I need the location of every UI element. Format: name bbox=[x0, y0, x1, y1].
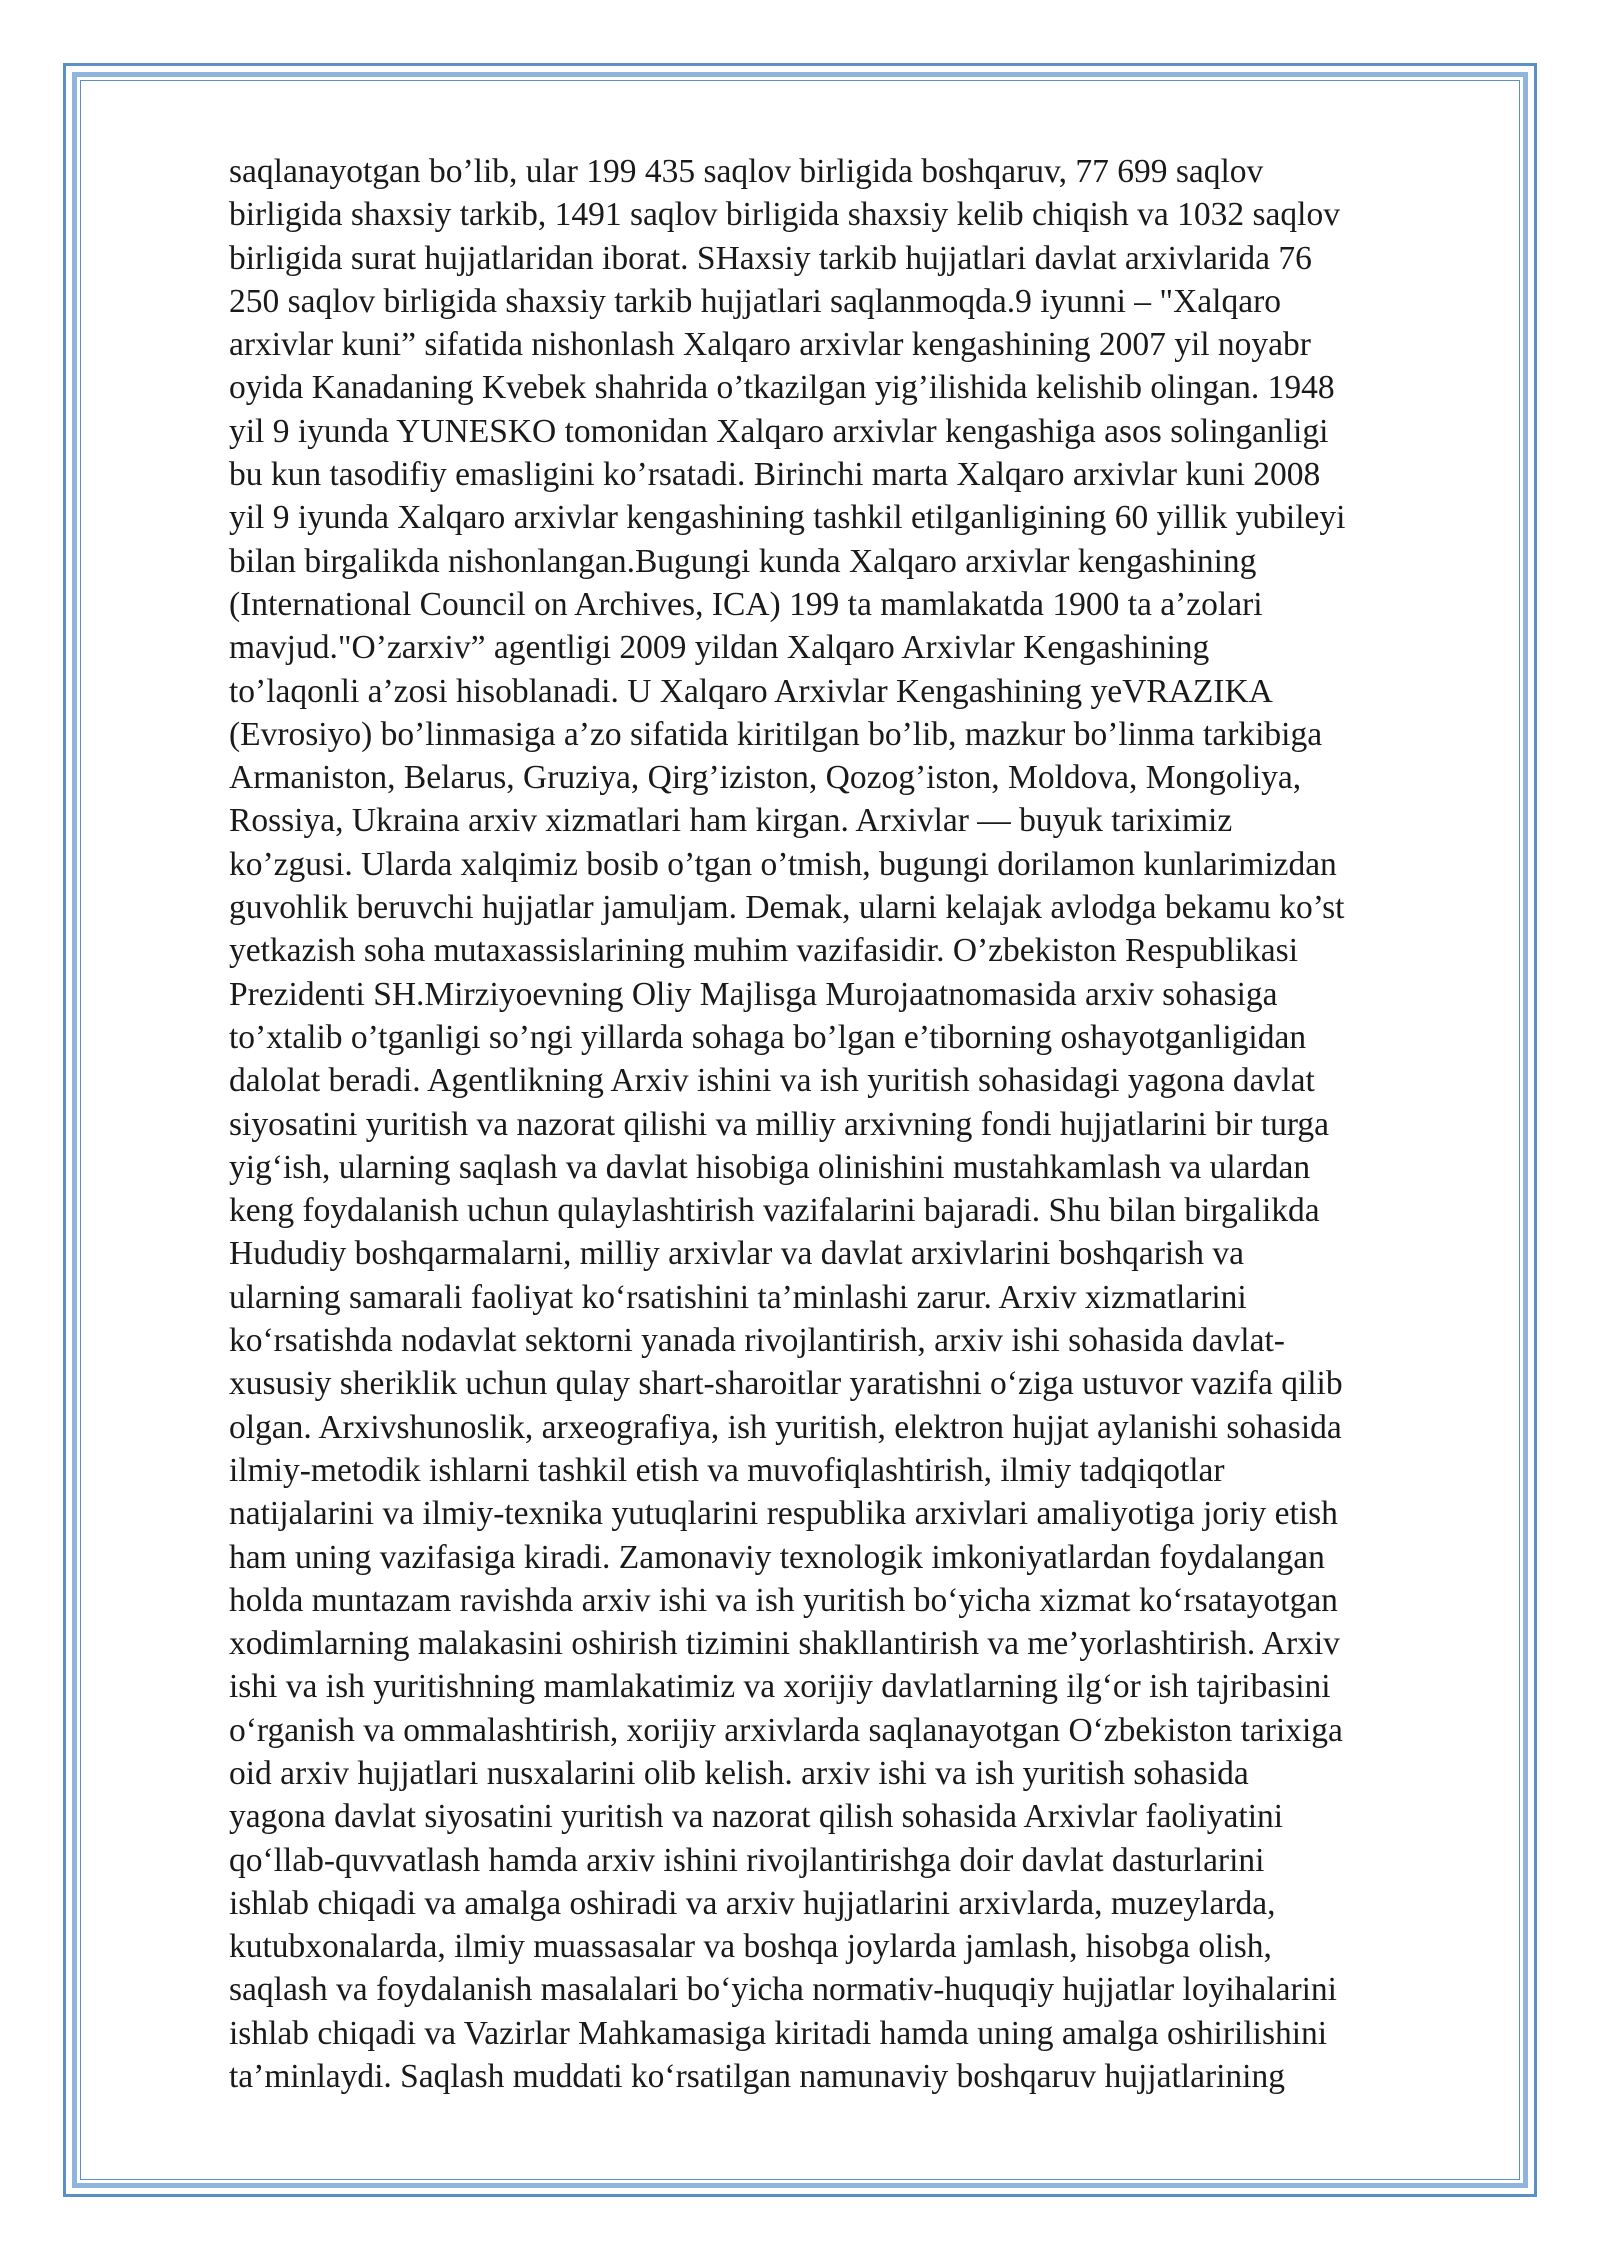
text-line: arxivlar kuni” sifatida nishonlash Xalqaro arxivlar kengashining 2007 yil noyabr bbox=[229, 326, 1311, 364]
text-line: xodimlarning malakasini oshirish tizimini shakllantirish va me’yorlashtirish. Arxiv bbox=[229, 1625, 1340, 1663]
text-line: bilan birgalikda nishonlangan.Bugungi kunda Xalqaro arxivlar kengashining bbox=[229, 542, 1257, 580]
text-line: qo‘llab-quvvatlash hamda arxiv ishini rivojlantirishga doir davlat dasturlarini bbox=[229, 1841, 1265, 1879]
text-line: natijalarini va ilmiy-texnika yutuqlarini respublika arxivlari amaliyotiga joriy etish bbox=[229, 1495, 1338, 1533]
text-line: siyosatini yuritish va nazorat qilishi va milliy arxivning fondi hujjatlarini bir turga bbox=[229, 1105, 1330, 1143]
text-line: olgan. Arxivshunoslik, arxeografiya, ish yuritish, elektron hujjat aylanishi sohasida bbox=[229, 1408, 1342, 1446]
text-line: kutubxonalarda, ilmiy muassasalar va boshqa joylarda jamlash, hisobga olish, bbox=[229, 1928, 1272, 1966]
text-line: Armaniston, Belarus, Gruziya, Qirg’iziston, Qozog’iston, Moldova, Mongoliya, bbox=[229, 759, 1302, 797]
text-line: yetkazish soha mutaxassislarining muhim vazifasidir. O’zbekiston Respublikasi bbox=[229, 932, 1299, 970]
text-line: (International Council on Archives, ICA) 199 ta mamlakatda 1900 ta a’zolari bbox=[229, 585, 1263, 623]
text-line: bu kun tasodifiy emasligini ko’rsatadi. Birinchi marta Xalqaro arxivlar kuni 2008 bbox=[229, 456, 1321, 494]
text-line: xususiy sheriklik uchun qulay shart-sharoitlar yaratishni o‘ziga ustuvor vazifa qilib bbox=[229, 1365, 1343, 1403]
text-line: yig‘ish, ularning saqlash va davlat hisobiga olinishini mustahkamlash va ulardan bbox=[229, 1148, 1311, 1186]
text-line: birligida surat hujjatlaridan iborat. SHaxsiy tarkib hujjatlari davlat arxivlarida 76 bbox=[229, 239, 1312, 277]
text-line: oid arxiv hujjatlari nusxalarini olib kelish. arxiv ishi va ish yuritish sohasida bbox=[229, 1754, 1249, 1792]
text-line: oyida Kanadaning Kvebek shahrida o’tkazilgan yig’ilishida kelishib olingan. 1948 bbox=[229, 369, 1335, 407]
text-line: guvohlik beruvchi hujjatlar jamuljam. Demak, ularni kelajak avlodga bekamu ko’st bbox=[229, 889, 1345, 927]
text-line: ko‘rsatishda nodavlat sektorni yanada rivojlantirish, arxiv ishi sohasida davlat- bbox=[229, 1322, 1285, 1360]
text-line: ta’minlaydi. Saqlash muddati ko‘rsatilgan namunaviy boshqaruv hujjatlarining bbox=[229, 2058, 1285, 2096]
text-line: ularning samarali faoliyat ko‘rsatishini ta’minlashi zarur. Arxiv xizmatlarini bbox=[229, 1278, 1247, 1316]
text-line: ishi va ish yuritishning mamlakatimiz va xorijiy davlatlarning ilg‘or ish tajribasini bbox=[229, 1668, 1331, 1706]
text-line: yagona davlat siyosatini yuritish va nazorat qilish sohasida Arxivlar faoliyatini bbox=[229, 1798, 1284, 1836]
text-line: birligida shaxsiy tarkib, 1491 saqlov birligida shaxsiy kelib chiqish va 1032 saqlov bbox=[229, 196, 1340, 234]
text-line: ko’zgusi. Ularda xalqimiz bosib o’tgan o’tmish, bugungi dorilamon kunlarimizdan bbox=[229, 845, 1337, 883]
text-line: keng foydalanish uchun qulaylashtirish vazifalarini bajaradi. Shu bilan birgalikda bbox=[229, 1192, 1320, 1230]
document-body bbox=[229, 150, 1539, 2098]
text-line: ishlab chiqadi va amalga oshiradi va arxiv hujjatlarini arxivlarda, muzeylarda, bbox=[229, 1884, 1276, 1922]
text-line: saqlanayotgan bo’lib, ular 199 435 saqlov birligida boshqaruv, 77 699 saqlov bbox=[229, 153, 1264, 190]
text-line: dalolat beradi. Agentlikning Arxiv ishini va ish yuritish sohasidagi yagona davlat bbox=[229, 1062, 1315, 1100]
text-line: ishlab chiqadi va Vazirlar Mahkamasiga kiritadi hamda uning amalga oshirilishini bbox=[229, 2014, 1328, 2052]
text-line: Prezidenti SH.Mirziyoevning Oliy Majlisga Murojaatnomasida arxiv sohasiga bbox=[229, 975, 1278, 1013]
text-line: 250 saqlov birligida shaxsiy tarkib hujjatlari saqlanmoqda.9 iyunni – "Xalqaro bbox=[229, 282, 1281, 320]
text-line: Hududiy boshqarmalarni, milliy arxivlar va davlat arxivlarini boshqarish va bbox=[229, 1235, 1244, 1273]
text-line: Rossiya, Ukraina arxiv xizmatlari ham kirgan. Arxivlar — buyuk tariximiz bbox=[229, 802, 1233, 840]
text-line: to’laqonli a’zosi hisoblanadi. U Xalqaro Arxivlar Kengashining yeVRAZIKA bbox=[229, 672, 1273, 710]
text-line: to’xtalib o’tganligi so’ngi yillarda sohaga bo’lgan e’tiborning oshayotganligidan bbox=[229, 1018, 1307, 1056]
text-line: yil 9 iyunda Xalqaro arxivlar kengashining tashkil etilganligining 60 yillik yubileyi bbox=[229, 499, 1346, 537]
text-line: mavjud."O’zarxiv” agentligi 2009 yildan Xalqaro Arxivlar Kengashining bbox=[229, 629, 1210, 667]
text-line: (Evrosiyo) bo’linmasiga a’zo sifatida kiritilgan bo’lib, mazkur bo’linma tarkibiga bbox=[229, 715, 1323, 753]
text-line: yil 9 iyunda YUNESKO tomonidan Xalqaro arxivlar kengashiga asos solinganligi bbox=[229, 412, 1329, 450]
text-line: holda muntazam ravishda arxiv ishi va ish yuritish bo‘yicha xizmat ko‘rsatayotgan bbox=[229, 1581, 1338, 1619]
text-line: ham uning vazifasiga kiradi. Zamonaviy texnologik imkoniyatlardan foydalangan bbox=[229, 1538, 1325, 1576]
text-line: saqlash va foydalanish masalalari bo‘yicha normativ-huquqiy hujjatlar loyihalarini bbox=[229, 1971, 1337, 2009]
text-line: ilmiy-metodik ishlarni tashkil etish va muvofiqlashtirish, ilmiy tadqiqotlar bbox=[229, 1451, 1225, 1489]
text-line: o‘rganish va ommalashtirish, xorijiy arxivlarda saqlanayotgan O‘zbekiston tarixiga bbox=[229, 1711, 1343, 1749]
